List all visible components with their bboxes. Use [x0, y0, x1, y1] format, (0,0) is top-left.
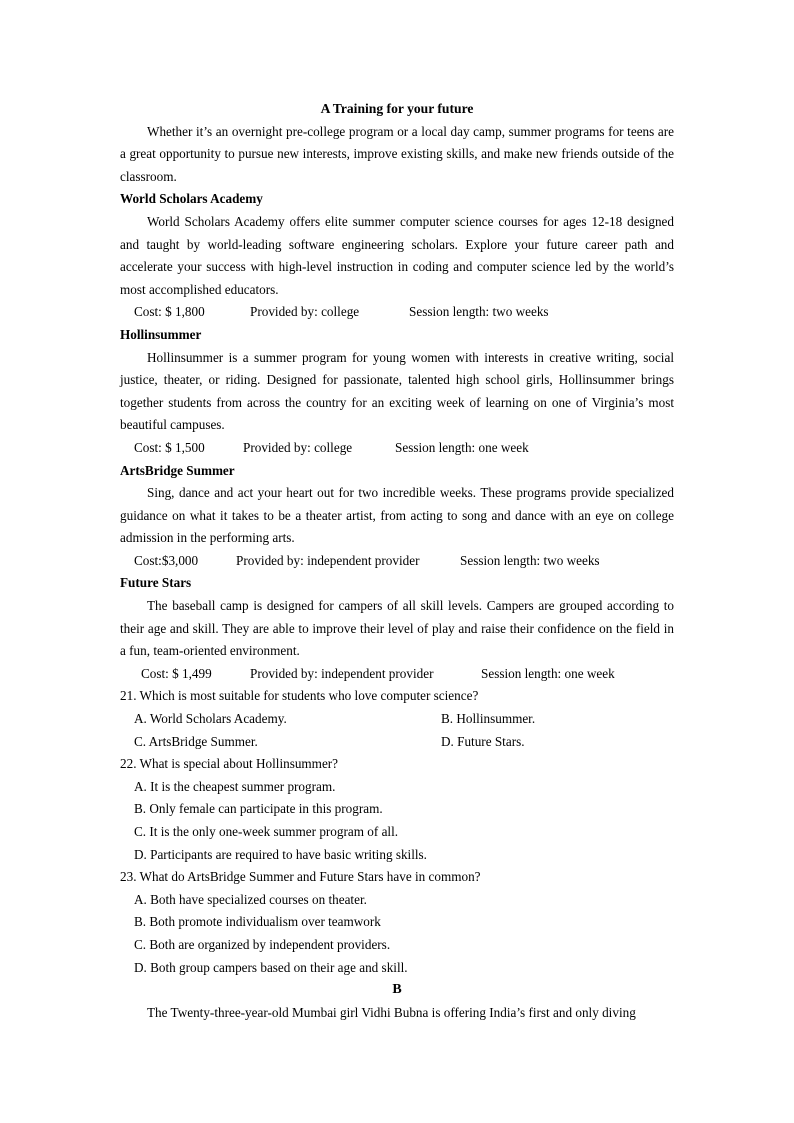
- program-cost: Cost: $ 1,500: [134, 439, 205, 455]
- answer-option[interactable]: A. World Scholars Academy.: [134, 711, 287, 727]
- program-heading-hollinsummer: Hollinsummer: [120, 326, 202, 342]
- answer-option[interactable]: A. Both have specialized courses on theater.: [134, 891, 367, 907]
- question-options-row: [120, 708, 674, 731]
- program-cost: Cost: $ 1,800: [134, 304, 205, 320]
- program-meta-hollinsummer: [120, 437, 674, 460]
- answer-option[interactable]: A. It is the cheapest summer program.: [134, 778, 336, 794]
- answer-option[interactable]: C. It is the only one-week summer program of all.: [134, 824, 399, 839]
- program-desc-artsbridge: Sing, dance and act your heart out for two incredible weeks. These programs provide specialized guidance on what it takes to be a theater artist, from acting to song and dance with an eye on college admission in the performing arts.: [120, 485, 674, 546]
- program-cost: Cost: $ 1,499: [141, 665, 212, 681]
- program-provider: Provided by: independent provider: [250, 665, 434, 681]
- document-page: [120, 98, 674, 1024]
- answer-option[interactable]: B. Hollinsummer.: [441, 711, 536, 727]
- question-stem: 22. What is special about Hollinsummer?: [120, 756, 339, 772]
- program-provider: Provided by: independent provider: [236, 552, 420, 568]
- question-options-row: [120, 731, 674, 754]
- answer-option[interactable]: B. Both promote individualism over teamwork: [134, 914, 381, 930]
- program-meta-future-stars: [120, 663, 674, 686]
- program-session: Session length: one week: [395, 439, 529, 455]
- document-title: A Training for your future: [320, 101, 474, 116]
- program-desc-hollinsummer: Hollinsummer is a summer program for young women with interests in creative writing, social justice, theater, or riding. Designed for passionate, talented high school girls, Hollinsummer brings together students from across the country for an exciting week of learning on one of Virginia’s most beautiful campuses.: [120, 349, 674, 433]
- section-b-label: B: [392, 982, 402, 998]
- program-session: Session length: one week: [481, 665, 615, 681]
- answer-option[interactable]: D. Both group campers based on their age and skill.: [134, 959, 408, 975]
- intro-paragraph: Whether it’s an overnight pre-college program or a local day camp, summer programs for teens are a great opportunity to pursue new interests, improve existing skills, and make new friends outside of the classroom.: [120, 123, 674, 184]
- question-stem: 23. What do ArtsBridge Summer and Future Stars have in common?: [120, 869, 481, 885]
- question-stem: 21. Which is most suitable for students who love computer science?: [120, 688, 479, 704]
- section-b-first-line: The Twenty-three-year-old Mumbai girl Vidhi Bubna is offering India’s first and only diving: [147, 1004, 636, 1020]
- program-desc-future-stars: The baseball camp is designed for campers of all skill levels. Campers are grouped according to their age and skill. They are able to improve their level of play and raise their confidence on the field in a fun, team-oriented environment.: [120, 598, 674, 659]
- answer-option[interactable]: D. Future Stars.: [441, 733, 525, 749]
- program-session: Session length: two weeks: [409, 304, 549, 320]
- answer-option[interactable]: C. Both are organized by independent providers.: [134, 936, 391, 952]
- program-heading-artsbridge: ArtsBridge Summer: [120, 462, 235, 478]
- answer-option[interactable]: D. Participants are required to have basic writing skills.: [134, 846, 427, 862]
- program-heading-world-scholars: World Scholars Academy: [120, 191, 263, 207]
- program-provider: Provided by: college: [243, 439, 353, 455]
- program-provider: Provided by: college: [250, 304, 360, 320]
- program-meta-world-scholars: [120, 301, 674, 324]
- answer-option[interactable]: C. ArtsBridge Summer.: [134, 733, 258, 749]
- program-session: Session length: two weeks: [460, 552, 600, 568]
- program-cost: Cost:$3,000: [134, 552, 199, 568]
- program-heading-future-stars: Future Stars: [120, 575, 192, 591]
- program-desc-world-scholars: World Scholars Academy offers elite summer computer science courses for ages 12-18 designed and taught by world-leading software engineering scholars. Explore your future career path and accelerate your success with high-level instruction in coding and computer science led by the world’s most accomplished educators.: [120, 213, 674, 297]
- answer-option[interactable]: B. Only female can participate in this program.: [134, 801, 383, 817]
- program-meta-artsbridge: [120, 550, 674, 573]
